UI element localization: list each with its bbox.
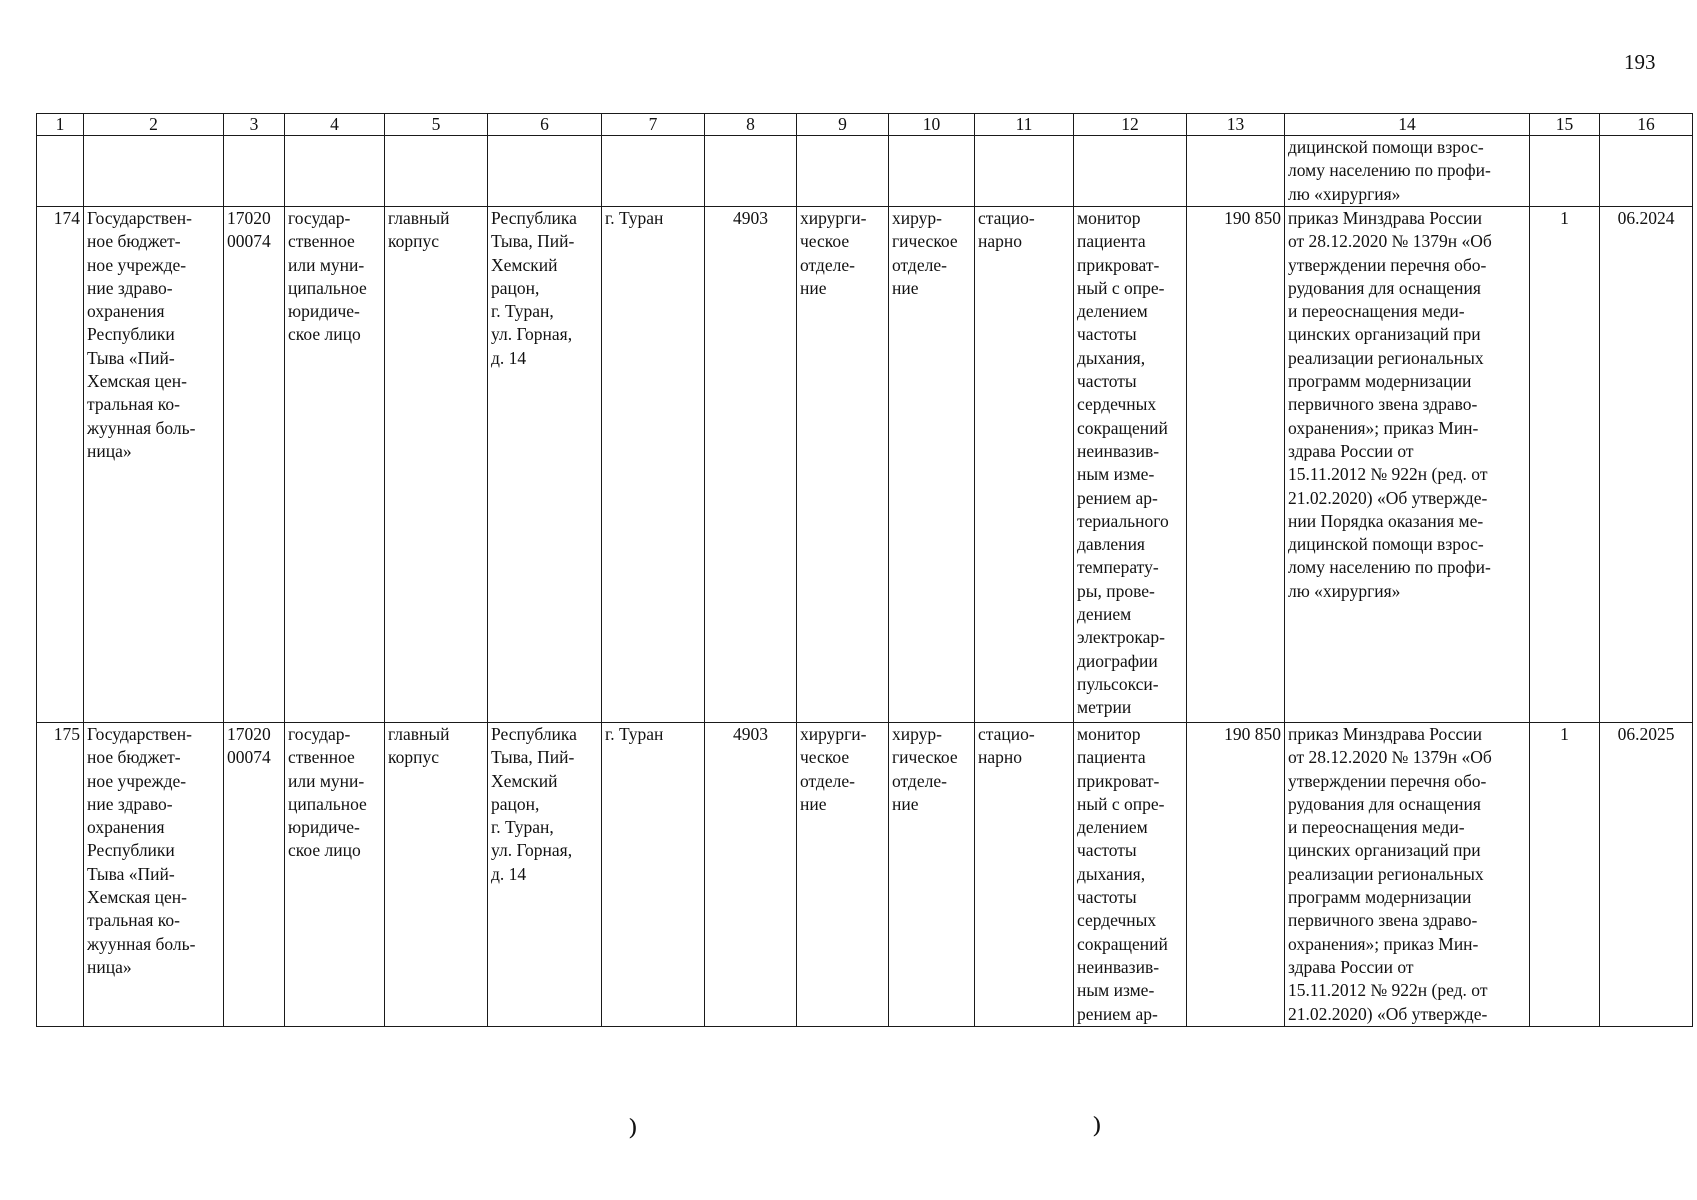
cell-line: тральная ко- <box>87 394 180 415</box>
cell-line: лому населению по профи- <box>1288 557 1491 578</box>
cell-line: ственное <box>288 747 355 768</box>
cell-line: гическое <box>892 747 958 768</box>
cell-line: ул. Горная, <box>491 324 573 345</box>
header-cell-11: 11 <box>975 114 1074 136</box>
cell-line: делением <box>1077 301 1148 322</box>
header-cell-8: 8 <box>705 114 797 136</box>
cell-city: г. Туран <box>602 207 705 723</box>
cell-line: дыхания, <box>1077 347 1146 368</box>
cell-line: Хемский <box>491 770 558 791</box>
cell-line: нарно <box>978 747 1022 768</box>
cell-building <box>385 207 488 723</box>
cell-line: метрии <box>1077 697 1132 718</box>
cell-line: рудования для оснащения <box>1288 793 1481 814</box>
cell-line: ние <box>892 277 919 298</box>
table-header-row <box>37 114 1693 136</box>
cell-number: 4903 <box>705 723 797 1027</box>
cell-line: ница» <box>87 440 132 461</box>
scan-mark: ⁾ <box>1092 1110 1102 1155</box>
cell-line: или муни- <box>288 254 365 275</box>
cell-line: Хемский <box>491 254 558 275</box>
cell-profile <box>889 207 975 723</box>
cell-line: 21.02.2020) «Об утвержде- <box>1288 1003 1488 1024</box>
cell-line: жуунная боль- <box>87 417 196 438</box>
cell-number: 4903 <box>705 207 797 723</box>
cell-line: от 28.12.2020 № 1379н «Об <box>1288 747 1492 768</box>
cell-care-form <box>975 723 1074 1027</box>
cell-line: хирур- <box>892 208 942 228</box>
cell-code <box>224 207 285 723</box>
cell-line: первичного звена здраво- <box>1288 910 1478 931</box>
cell-row-number: 175 <box>37 723 84 1027</box>
header-cell-10: 10 <box>889 114 975 136</box>
cell-line: или муни- <box>288 770 365 791</box>
cell-line: дением <box>1077 604 1132 625</box>
cell-line: утверждении перечня обо- <box>1288 254 1487 275</box>
cell-line: и переоснащения меди- <box>1288 817 1465 838</box>
cell-line: частоты <box>1077 840 1137 861</box>
cell-empty <box>705 136 797 207</box>
cell-line: тральная ко- <box>87 910 180 931</box>
cell-line: корпус <box>388 747 439 768</box>
cell-line: ный с опре- <box>1077 277 1165 298</box>
cell-care-form <box>975 207 1074 723</box>
cell-line: ница» <box>87 956 132 977</box>
cell-line: лому населению по профи- <box>1288 160 1491 181</box>
cell-line: здрава России от <box>1288 956 1414 977</box>
cell-equipment <box>1074 723 1187 1027</box>
cell-line: ние здраво- <box>87 277 173 298</box>
header-cell-16: 16 <box>1600 114 1693 136</box>
cell-line: и переоснащения меди- <box>1288 301 1465 322</box>
header-cell-6: 6 <box>488 114 602 136</box>
cell-line: 15.11.2012 № 922н (ред. от <box>1288 464 1488 485</box>
cell-line: стацио- <box>978 208 1035 228</box>
cell-line: охранения <box>87 817 165 838</box>
cell-line: монитор <box>1077 724 1141 744</box>
cell-line: жуунная боль- <box>87 933 196 954</box>
cell-legal-basis <box>1285 723 1530 1027</box>
cell-line: 17020 <box>227 724 271 744</box>
cell-line: ный с опре- <box>1077 793 1165 814</box>
cell-department <box>797 207 889 723</box>
table-row-continuation <box>37 136 1693 207</box>
cell-empty <box>975 136 1074 207</box>
cell-line: рудования для оснащения <box>1288 277 1481 298</box>
cell-line: 21.02.2020) «Об утвержде- <box>1288 487 1488 508</box>
cell-line: Хемская цен- <box>87 887 188 908</box>
cell-line: ние <box>800 277 827 298</box>
cell-line: электрокар- <box>1077 627 1165 648</box>
cell-line: 00074 <box>227 231 271 252</box>
cell-line: пациента <box>1077 747 1146 768</box>
header-cell-15: 15 <box>1530 114 1600 136</box>
cell-cost: 190 850 <box>1187 723 1285 1027</box>
cell-line: Республика <box>491 724 577 744</box>
cell-line: программ модернизации <box>1288 371 1472 392</box>
cell-date: 06.2025 <box>1600 723 1693 1027</box>
cell-date: 06.2024 <box>1600 207 1693 723</box>
cell-line: ние здраво- <box>87 793 173 814</box>
cell-line: ципальное <box>288 277 367 298</box>
cell-line: лю «хирургия» <box>1288 580 1401 601</box>
cell-line: Хемская цен- <box>87 371 188 392</box>
cell-line: пациента <box>1077 231 1146 252</box>
cell-organization <box>84 723 224 1027</box>
cell-empty <box>84 136 224 207</box>
cell-line: рением ар- <box>1077 1003 1158 1024</box>
cell-empty <box>1530 136 1600 207</box>
cell-line: делением <box>1077 817 1148 838</box>
cell-organization <box>84 207 224 723</box>
cell-profile <box>889 723 975 1027</box>
cell-line: Тыва, Пий- <box>491 747 575 768</box>
cell-quantity: 1 <box>1530 207 1600 723</box>
cell-line: д. 14 <box>491 863 527 884</box>
cell-line: ным изме- <box>1077 464 1155 485</box>
cell-empty <box>1600 136 1693 207</box>
cell-line: Республики <box>87 840 175 861</box>
header-cell-2: 2 <box>84 114 224 136</box>
cell-code <box>224 723 285 1027</box>
header-cell-3: 3 <box>224 114 285 136</box>
cell-line: отделе- <box>800 254 855 275</box>
cell-line: дыхания, <box>1077 863 1146 884</box>
header-cell-1: 1 <box>37 114 84 136</box>
equipment-table <box>36 113 1693 1027</box>
header-cell-4: 4 <box>285 114 385 136</box>
cell-line: рацон, <box>491 277 540 298</box>
cell-line: цинских организаций при <box>1288 324 1481 345</box>
cell-line: здрава России от <box>1288 440 1414 461</box>
cell-legal-form <box>285 723 385 1027</box>
cell-line: неинвазив- <box>1077 440 1160 461</box>
header-cell-14: 14 <box>1285 114 1530 136</box>
cell-line: ным изме- <box>1077 980 1155 1001</box>
cell-line: рацон, <box>491 793 540 814</box>
cell-legal-basis <box>1285 207 1530 723</box>
cell-line: частоты <box>1077 324 1137 345</box>
page-number: 193 <box>1624 50 1656 74</box>
cell-line: ул. Горная, <box>491 840 573 861</box>
cell-line: нарно <box>978 231 1022 252</box>
cell-line: государ- <box>288 208 351 228</box>
cell-line: от 28.12.2020 № 1379н «Об <box>1288 231 1492 252</box>
cell-legal-form <box>285 207 385 723</box>
cell-line: первичного звена здраво- <box>1288 394 1478 415</box>
cell-line: сокращений <box>1077 933 1168 954</box>
cell-empty <box>797 136 889 207</box>
cell-line: диографии <box>1077 650 1158 671</box>
cell-address <box>488 723 602 1027</box>
cell-line: нии Порядка оказания ме- <box>1288 510 1484 531</box>
cell-line: ние <box>892 793 919 814</box>
header-cell-12: 12 <box>1074 114 1187 136</box>
header-cell-13: 13 <box>1187 114 1285 136</box>
cell-building <box>385 723 488 1027</box>
header-cell-5: 5 <box>385 114 488 136</box>
cell-line: ное учрежде- <box>87 770 187 791</box>
cell-line: отделе- <box>800 770 855 791</box>
cell-line: ское лицо <box>288 324 361 345</box>
cell-line: главный <box>388 208 450 228</box>
cell-line: 15.11.2012 № 922н (ред. от <box>1288 980 1488 1001</box>
cell-line: Республика <box>491 208 577 228</box>
cell-line: лю «хирургия» <box>1288 183 1401 204</box>
cell-line: монитор <box>1077 208 1141 228</box>
header-cell-7: 7 <box>602 114 705 136</box>
cell-line: главный <box>388 724 450 744</box>
cell-line: частоты <box>1077 371 1137 392</box>
cell-line: ческое <box>800 231 850 252</box>
cell-line: ное бюджет- <box>87 231 181 252</box>
cell-empty <box>37 136 84 207</box>
cell-line: прикроват- <box>1077 254 1160 275</box>
cell-line: юридиче- <box>288 817 360 838</box>
cell-row-number: 174 <box>37 207 84 723</box>
cell-line: д. 14 <box>491 347 527 368</box>
cell-cost: 190 850 <box>1187 207 1285 723</box>
cell-quantity: 1 <box>1530 723 1600 1027</box>
cell-line: Тыва «Пий- <box>87 347 175 368</box>
cell-line: сердечных <box>1077 910 1157 931</box>
cell-line: юридиче- <box>288 301 360 322</box>
cell-line: хирурги- <box>800 724 867 744</box>
cell-line: сердечных <box>1077 394 1157 415</box>
cell-line: Государствен- <box>87 208 192 228</box>
cell-line: ское лицо <box>288 840 361 861</box>
cell-line: териального <box>1077 510 1169 531</box>
cell-line: сокращений <box>1077 417 1168 438</box>
cell-line: дицинской помощи взрос- <box>1288 534 1484 555</box>
cell-empty <box>224 136 285 207</box>
cell-line: реализации региональных <box>1288 863 1484 884</box>
cell-line: цинских организаций при <box>1288 840 1481 861</box>
cell-line: 17020 <box>227 208 271 228</box>
cell-line: стацио- <box>978 724 1035 744</box>
cell-line: охранения <box>87 301 165 322</box>
cell-line: отделе- <box>892 254 947 275</box>
cell-line: хирурги- <box>800 208 867 228</box>
cell-empty <box>1074 136 1187 207</box>
cell-line: охранения»; приказ Мин- <box>1288 417 1479 438</box>
cell-line: 00074 <box>227 747 271 768</box>
cell-empty <box>1187 136 1285 207</box>
cell-empty <box>285 136 385 207</box>
cell-address <box>488 207 602 723</box>
table-row <box>37 723 1693 1027</box>
cell-line: г. Туран, <box>491 817 554 838</box>
cell-line: корпус <box>388 231 439 252</box>
cell-line: отделе- <box>892 770 947 791</box>
scan-mark: ⁾ <box>628 1112 638 1157</box>
cell-line: ры, прове- <box>1077 580 1155 601</box>
cell-line: охранения»; приказ Мин- <box>1288 933 1479 954</box>
cell-line: Тыва «Пий- <box>87 863 175 884</box>
cell-empty <box>602 136 705 207</box>
cell-line: хирур- <box>892 724 942 744</box>
cell-legal-basis <box>1285 136 1530 207</box>
cell-line: приказ Минздрава России <box>1288 724 1483 744</box>
cell-line: утверждении перечня обо- <box>1288 770 1487 791</box>
cell-line: ципальное <box>288 793 367 814</box>
table-row <box>37 207 1693 723</box>
cell-line: ственное <box>288 231 355 252</box>
cell-line: ное учрежде- <box>87 254 187 275</box>
cell-city: г. Туран <box>602 723 705 1027</box>
cell-line: пульсокси- <box>1077 673 1159 694</box>
header-cell-9: 9 <box>797 114 889 136</box>
cell-department <box>797 723 889 1027</box>
cell-line: температу- <box>1077 557 1159 578</box>
cell-line: давления <box>1077 534 1145 555</box>
cell-line: ное бюджет- <box>87 747 181 768</box>
cell-empty <box>889 136 975 207</box>
cell-line: г. Туран, <box>491 301 554 322</box>
cell-line: ческое <box>800 747 850 768</box>
cell-line: государ- <box>288 724 351 744</box>
cell-line: частоты <box>1077 887 1137 908</box>
cell-line: рением ар- <box>1077 487 1158 508</box>
cell-equipment <box>1074 207 1187 723</box>
cell-line: неинвазив- <box>1077 956 1160 977</box>
cell-line: Республики <box>87 324 175 345</box>
cell-line: приказ Минздрава России <box>1288 208 1483 228</box>
cell-line: Государствен- <box>87 724 192 744</box>
cell-line: дицинской помощи взрос- <box>1288 137 1484 157</box>
cell-line: Тыва, Пий- <box>491 231 575 252</box>
cell-line: ние <box>800 793 827 814</box>
cell-line: программ модернизации <box>1288 887 1472 908</box>
cell-line: прикроват- <box>1077 770 1160 791</box>
cell-empty <box>488 136 602 207</box>
cell-line: реализации региональных <box>1288 347 1484 368</box>
cell-empty <box>385 136 488 207</box>
cell-line: гическое <box>892 231 958 252</box>
